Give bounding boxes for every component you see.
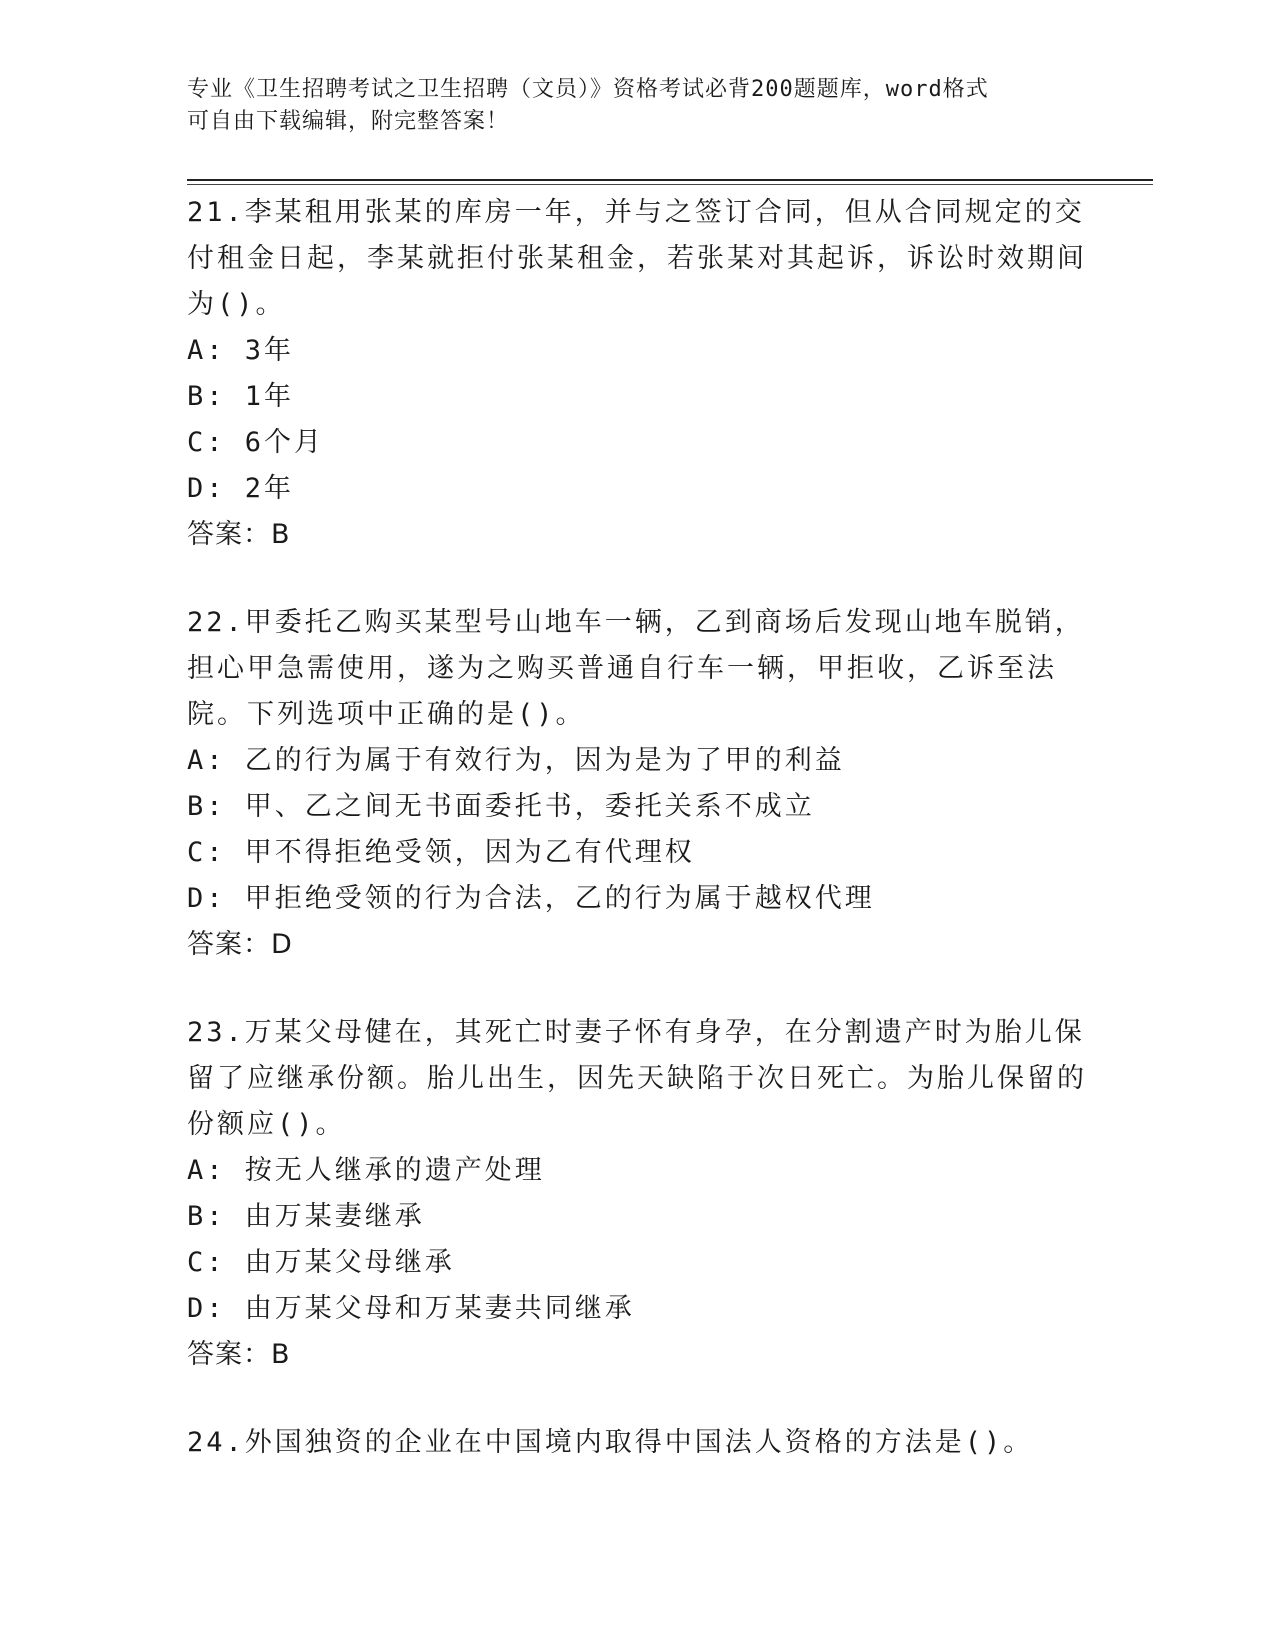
option-c: C: 6个月 xyxy=(187,427,325,458)
question-22 xyxy=(187,600,1087,968)
question-stem: 24.外国独资的企业在中国境内取得中国法人资格的方法是()。 xyxy=(187,1427,1034,1458)
option-c: C: 由万某父母继承 xyxy=(187,1247,455,1278)
answer-key: 答案：D xyxy=(187,929,293,960)
header-divider-thick xyxy=(187,179,1153,181)
option-b: B: 1年 xyxy=(187,381,295,412)
answer-key: 答案：B xyxy=(187,1339,291,1370)
option-a: A: 按无人继承的遗产处理 xyxy=(187,1155,545,1186)
question-stem: 21.李某租用张某的库房一年，并与之签订合同，但从合同规定的交付租金日起，李某就拒付张某租金，若张某对其起诉，诉讼时效期间为()。 xyxy=(187,197,1087,320)
option-d: D: 由万某父母和万某妻共同继承 xyxy=(187,1293,635,1324)
option-a: A: 3年 xyxy=(187,335,295,366)
option-b: B: 甲、乙之间无书面委托书，委托关系不成立 xyxy=(187,791,815,822)
header-line-2: 可自由下载编辑，附完整答案！ xyxy=(187,109,510,134)
option-b: B: 由万某妻继承 xyxy=(187,1201,425,1232)
question-list xyxy=(187,190,1087,1508)
question-24 xyxy=(187,1420,1087,1466)
question-21 xyxy=(187,190,1087,558)
option-a: A: 乙的行为属于有效行为，因为是为了甲的利益 xyxy=(187,745,845,776)
question-stem: 23.万某父母健在，其死亡时妻子怀有身孕，在分割遗产时为胎儿保留了应继承份额。胎儿出生，因先天缺陷于次日死亡。为胎儿保留的份额应()。 xyxy=(187,1017,1087,1140)
option-d: D: 2年 xyxy=(187,473,295,504)
option-c: C: 甲不得拒绝受领，因为乙有代理权 xyxy=(187,837,695,868)
header-line-1: 专业《卫生招聘考试之卫生招聘（文员）》资格考试必背200题题库，word格式 xyxy=(187,77,989,102)
document-header xyxy=(187,74,1087,138)
answer-key: 答案：B xyxy=(187,519,291,550)
header-divider-thin xyxy=(187,184,1153,185)
question-23 xyxy=(187,1010,1087,1378)
question-stem: 22.甲委托乙购买某型号山地车一辆，乙到商场后发现山地车脱销，担心甲急需使用，遂为之购买普通自行车一辆，甲拒收，乙诉至法院。下列选项中正确的是()。 xyxy=(187,607,1085,730)
option-d: D: 甲拒绝受领的行为合法，乙的行为属于越权代理 xyxy=(187,883,875,914)
